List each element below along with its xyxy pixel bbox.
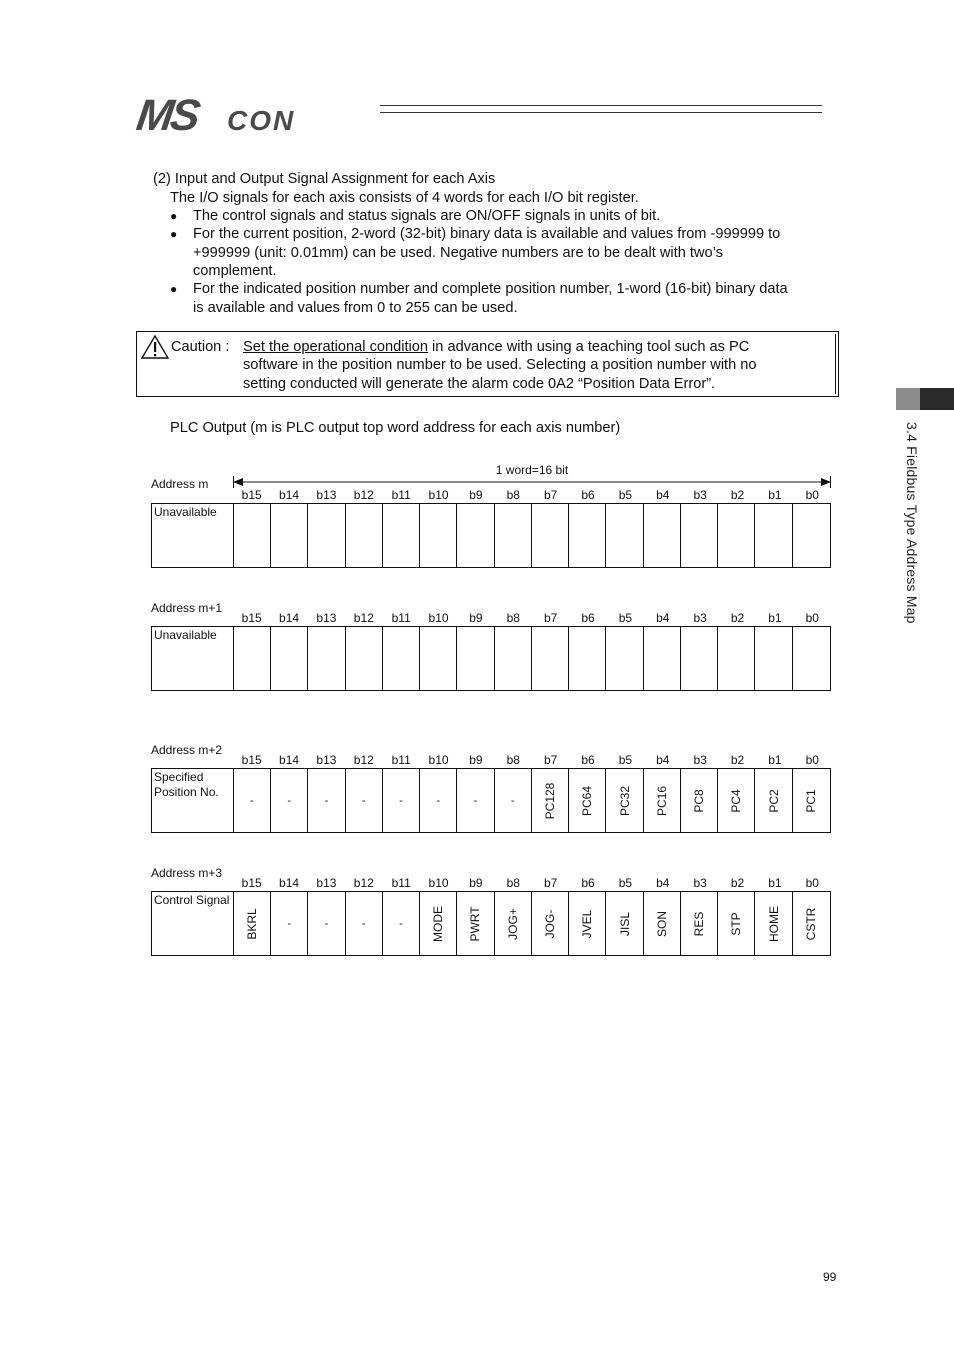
bit-header: b4 [656, 488, 670, 502]
bit-header: b14 [279, 876, 300, 890]
register-label: Unavailable [152, 627, 234, 690]
bit-signal-name: PC8 [692, 788, 707, 813]
bit-header: b12 [353, 876, 374, 890]
bit-header: b0 [805, 611, 819, 625]
bit-cell [718, 769, 755, 832]
bit-header: b12 [353, 611, 374, 625]
side-tab-marker-gray [896, 388, 920, 410]
bit-cell [420, 504, 457, 567]
bit-unused-mark: - [324, 917, 329, 930]
header-rule-bottom [380, 112, 822, 113]
bit-cell [420, 892, 457, 955]
bit-cell [308, 627, 345, 690]
bit-header: b2 [730, 488, 745, 502]
bullet-dot: ● [170, 282, 178, 296]
bullet-2-line-3: complement. [193, 263, 277, 279]
bit-cell [644, 627, 681, 690]
bit-signal-name: PC1 [804, 788, 819, 813]
register-label: Control Signal [152, 892, 234, 955]
bit-header-row [233, 488, 831, 502]
bit-header: b3 [693, 611, 707, 625]
bullet-dot: ● [170, 227, 178, 241]
bit-header: b11 [391, 753, 411, 767]
bit-cell [681, 892, 718, 955]
register-address: Address m+3 [151, 866, 223, 880]
bit-cell [681, 769, 718, 832]
bit-header: b2 [730, 876, 745, 890]
warning-triangle-icon [141, 335, 169, 359]
bit-cell [569, 892, 606, 955]
bit-cell [271, 627, 308, 690]
bit-cell [755, 627, 792, 690]
bit-signal-name: BKRL [244, 907, 259, 940]
bit-header: b3 [693, 876, 707, 890]
bit-signal-name: MODE [431, 905, 446, 942]
bit-header: b11 [391, 611, 411, 625]
bit-cell [457, 504, 494, 567]
bit-header: b9 [469, 876, 483, 890]
bullet-3-line-2: is available and values from 0 to 255 can be used. [193, 300, 518, 316]
bit-cell [532, 769, 569, 832]
bit-cell [234, 504, 271, 567]
bit-cell [569, 769, 606, 832]
bit-cell [271, 892, 308, 955]
bit-unused-mark: - [510, 794, 515, 807]
bit-cell [532, 627, 569, 690]
bit-header: b6 [581, 488, 595, 502]
register-table [151, 503, 831, 568]
bit-unused-mark: - [324, 794, 329, 807]
word-width-arrow [233, 476, 831, 488]
bit-header: b4 [656, 611, 670, 625]
bit-unused-mark: - [473, 794, 478, 807]
bit-header: b8 [506, 611, 520, 625]
bit-header: b7 [544, 876, 558, 890]
bit-header: b15 [241, 488, 262, 502]
caution-line-1-rest: in advance with using a teaching tool such as PC [428, 339, 750, 355]
bit-cell [606, 627, 643, 690]
bit-signal-name: SON [654, 910, 669, 937]
bit-header: b9 [469, 611, 483, 625]
register-table [151, 768, 831, 833]
bit-cell [606, 769, 643, 832]
bit-cell [755, 504, 792, 567]
section-heading: (2) Input and Output Signal Assignment for each Axis [153, 171, 496, 187]
bit-header: b6 [581, 753, 595, 767]
page-number: 99 [823, 1270, 837, 1284]
bit-signal-name: JOG- [543, 909, 558, 938]
bit-unused-mark: - [361, 794, 366, 807]
header-rule-top [380, 105, 822, 106]
bit-cell [495, 769, 532, 832]
bit-cell [532, 892, 569, 955]
bit-header: b11 [391, 876, 411, 890]
bit-cell [495, 627, 532, 690]
bit-header: b5 [618, 753, 633, 767]
caution-label: Caution : [171, 339, 230, 355]
bit-header: b1 [768, 488, 782, 502]
register-label: Specified Position No. [152, 769, 234, 832]
bit-header: b8 [506, 753, 520, 767]
side-tab-marker-dark [920, 388, 954, 410]
bit-cell [457, 627, 494, 690]
bit-cell [718, 504, 755, 567]
bit-cell [383, 627, 420, 690]
bullet-1-line-1: The control signals and status signals are ON/OFF signals in units of bit. [193, 208, 661, 224]
bit-unused-mark: - [250, 794, 254, 807]
bit-header: b9 [469, 753, 483, 767]
bit-signal-name: PC4 [729, 788, 744, 813]
bit-signal-name: PC64 [580, 785, 595, 816]
bit-signal-name: HOME [766, 905, 781, 942]
bit-header: b12 [353, 488, 374, 502]
bit-cell [569, 504, 606, 567]
side-tab-title: 3.4 Fieldbus Type Address Map [904, 422, 920, 624]
bit-cell [383, 892, 420, 955]
register-address: Address m [151, 477, 209, 491]
bit-cell [457, 769, 494, 832]
bit-cell [383, 504, 420, 567]
bit-header: b15 [241, 876, 262, 890]
bit-unused-mark: - [436, 794, 441, 807]
register-label: Unavailable [152, 504, 234, 567]
bit-cell [346, 892, 383, 955]
bit-cell [644, 769, 681, 832]
bit-signal-name: RES [692, 911, 707, 936]
bit-cell [271, 769, 308, 832]
bit-header: b1 [768, 876, 782, 890]
bit-cell [569, 627, 606, 690]
logo-con-text: CON [227, 105, 296, 136]
bit-header-row [233, 611, 831, 625]
register-table [151, 891, 831, 956]
bit-cell [793, 627, 830, 690]
bit-header: b4 [656, 876, 670, 890]
bullet-2-line-1: For the current position, 2-word (32-bit) binary data is available and values from -999999 to [193, 226, 781, 242]
register-address: Address m+2 [151, 743, 223, 757]
bit-cell [308, 769, 345, 832]
bit-header: b14 [279, 753, 300, 767]
bit-header: b3 [693, 753, 707, 767]
bit-cell [234, 769, 271, 832]
bullet-dot: ● [170, 209, 178, 223]
bit-cell [495, 892, 532, 955]
bit-header: b4 [656, 753, 670, 767]
bit-header: b0 [805, 488, 819, 502]
bit-signal-name: PC32 [617, 785, 632, 816]
bit-header: b5 [618, 876, 633, 890]
bit-header: b2 [730, 753, 745, 767]
bit-header: b13 [316, 753, 337, 767]
bit-cell [532, 504, 569, 567]
bit-unused-mark: - [361, 917, 366, 930]
bit-unused-mark: - [287, 917, 291, 930]
bit-header: b7 [544, 753, 558, 767]
bit-header: b3 [693, 488, 707, 502]
bit-header: b11 [391, 488, 411, 502]
bit-header: b14 [279, 611, 300, 625]
bit-cell [681, 504, 718, 567]
section-intro: The I/O signals for each axis consists of 4 words for each I/O bit register. [170, 190, 639, 206]
bit-header: b9 [469, 488, 483, 502]
bit-header: b7 [544, 488, 558, 502]
bit-header: b2 [730, 611, 745, 625]
bit-signal-name: JOG+ [505, 907, 520, 940]
bit-cell [234, 892, 271, 955]
bit-header: b0 [805, 876, 819, 890]
bit-header: b13 [316, 488, 337, 502]
bit-signal-name: JVEL [580, 909, 595, 938]
bit-unused-mark: - [399, 917, 403, 930]
bit-header: b10 [428, 611, 449, 625]
caution-line-1 [243, 338, 749, 356]
bit-cell [681, 627, 718, 690]
bit-signal-name: JISL [617, 911, 632, 936]
bit-header: b10 [428, 753, 449, 767]
bit-cell [644, 504, 681, 567]
bit-header: b12 [353, 753, 374, 767]
bit-cell [793, 769, 830, 832]
bit-header: b6 [581, 876, 595, 890]
bit-cell [718, 627, 755, 690]
bit-cell [420, 769, 457, 832]
bit-signal-name: STP [729, 911, 744, 936]
bit-header: b5 [618, 611, 633, 625]
bit-cell [346, 769, 383, 832]
bit-header: b0 [805, 753, 819, 767]
bit-cell [718, 892, 755, 955]
bit-cell [755, 892, 792, 955]
bit-header: b7 [544, 611, 558, 625]
plc-output-title: PLC Output (m is PLC output top word address for each axis number) [170, 420, 621, 436]
bit-signal-name: PWRT [468, 905, 483, 942]
bit-header: b15 [241, 611, 262, 625]
bit-header: b13 [316, 611, 337, 625]
bit-header: b6 [581, 611, 595, 625]
bit-cell [346, 627, 383, 690]
bit-unused-mark: - [399, 794, 403, 807]
bit-header: b13 [316, 876, 337, 890]
bit-header: b8 [506, 876, 520, 890]
bit-cell [793, 892, 830, 955]
bit-cell [644, 892, 681, 955]
bit-cell [346, 504, 383, 567]
bit-cell [420, 627, 457, 690]
bit-header: b15 [241, 753, 262, 767]
bit-header: b1 [768, 753, 782, 767]
bit-cell [234, 627, 271, 690]
word-width-label: 1 word=16 bit [495, 463, 569, 477]
bit-header: b5 [618, 488, 633, 502]
caution-underlined-text: Set the operational condition [243, 339, 428, 355]
caution-line-2: software in the position number to be used. Selecting a position number with no [243, 357, 757, 373]
bit-header: b14 [279, 488, 300, 502]
bit-cell [606, 892, 643, 955]
bit-signal-name: PC2 [766, 788, 781, 813]
bit-signal-name: PC16 [654, 785, 669, 816]
bit-cell [308, 892, 345, 955]
bit-unused-mark: - [287, 794, 291, 807]
bit-header: b10 [428, 876, 449, 890]
bit-signal-name: PC128 [543, 782, 558, 819]
bullet-2-line-2: +999999 (unit: 0.01mm) can be used. Negative numbers are to be dealt with two’s [193, 245, 723, 261]
bit-signal-name: CSTR [804, 907, 819, 940]
logo-ms-text: MS [133, 91, 201, 140]
bit-cell [383, 769, 420, 832]
bit-cell [606, 504, 643, 567]
bit-header-row [233, 753, 831, 767]
bit-header: b1 [768, 611, 782, 625]
bit-header-row [233, 876, 831, 890]
bit-cell [457, 892, 494, 955]
bit-header: b8 [506, 488, 520, 502]
bit-cell [495, 504, 532, 567]
bullet-3-line-1: For the indicated position number and complete position number, 1-word (16-bit) binary data [193, 281, 788, 297]
bit-cell [755, 769, 792, 832]
bit-cell [271, 504, 308, 567]
caution-line-3: setting conducted will generate the alarm code 0A2 “Position Data Error”. [243, 376, 716, 392]
bit-cell [308, 504, 345, 567]
register-address: Address m+1 [151, 601, 223, 615]
bit-cell [793, 504, 830, 567]
register-table [151, 626, 831, 691]
bit-header: b10 [428, 488, 449, 502]
